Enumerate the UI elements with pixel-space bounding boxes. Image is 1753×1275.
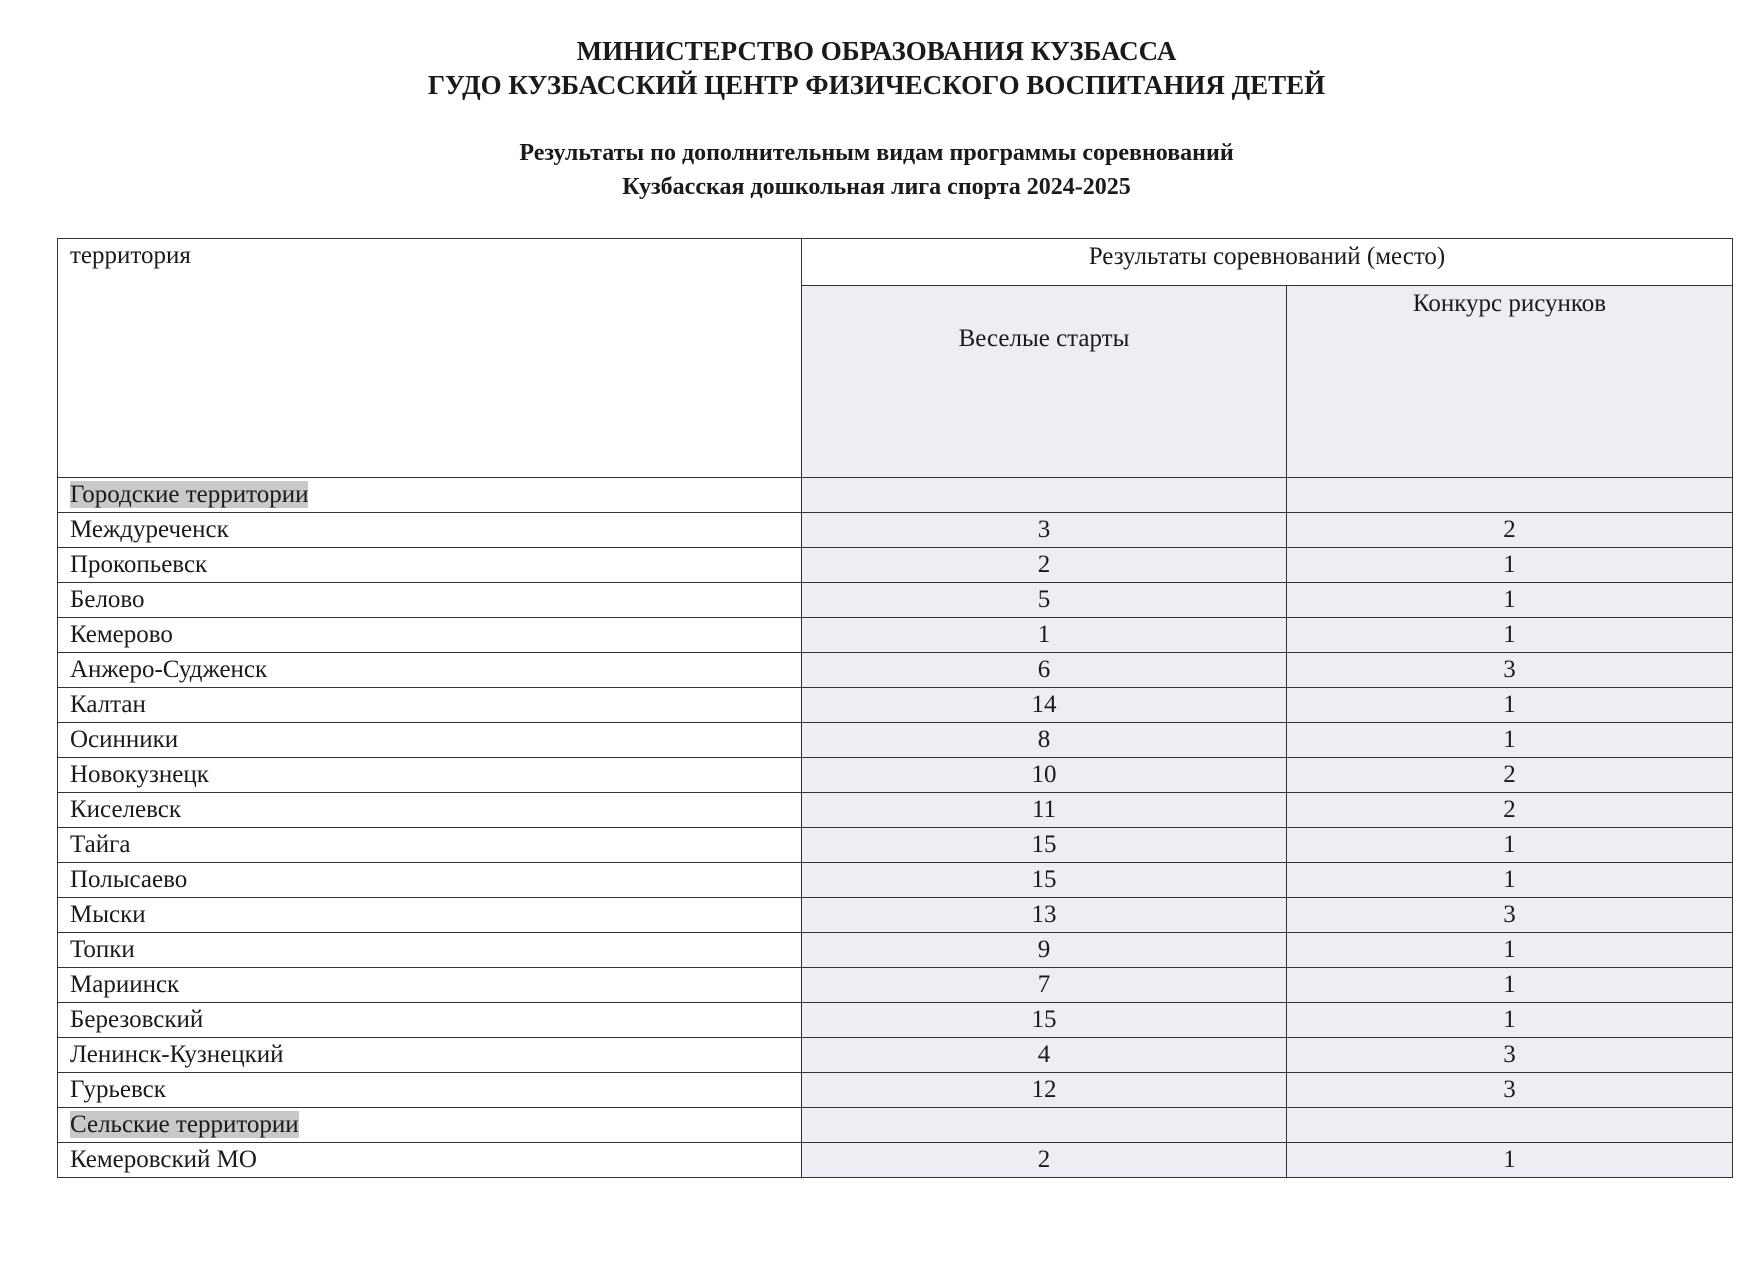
veselye-starty-cell: 2 [802,1143,1287,1178]
territory-name-cell: Кемеровский МО [58,1143,802,1178]
section-title: Городские территории [70,481,309,508]
results-title: Результаты по дополнительным видам программы соревнований [519,140,1234,166]
territory-name-cell: Калтан [58,688,802,723]
section-row [58,1108,1733,1143]
section-title-cell [58,1108,802,1143]
table-row [58,513,1733,548]
table-row [58,653,1733,688]
veselye-starty-cell: 7 [802,968,1287,1003]
section-title-cell [58,478,802,513]
table-row [58,618,1733,653]
veselye-starty-cell: 11 [802,793,1287,828]
veselye-starty-cell: 15 [802,828,1287,863]
territory-name-cell: Осинники [58,723,802,758]
konkurs-risunkov-cell: 1 [1287,1143,1733,1178]
table-row [58,1143,1733,1178]
section-title: Сельские территории [70,1111,299,1138]
veselye-starty-cell: 2 [802,548,1287,583]
territory-name-cell: Березовский [58,1003,802,1038]
table-row [58,548,1733,583]
empty-cell [802,478,1287,513]
veselye-starty-cell: 3 [802,513,1287,548]
veselye-starty-cell: 4 [802,1038,1287,1073]
veselye-starty-cell: 14 [802,688,1287,723]
document-header [0,0,1753,220]
territory-name-cell: Гурьевск [58,1073,802,1108]
konkurs-risunkov-cell: 1 [1287,723,1733,758]
veselye-starty-cell: 1 [802,618,1287,653]
territory-name-cell: Мыски [58,898,802,933]
konkurs-risunkov-header: Конкурс рисунков [1287,286,1733,478]
veselye-starty-cell: 15 [802,1003,1287,1038]
territory-name-cell: Новокузнецк [58,758,802,793]
konkurs-risunkov-cell: 1 [1287,618,1733,653]
territory-name-cell: Анжеро-Судженск [58,653,802,688]
table-row [58,828,1733,863]
table-row [58,863,1733,898]
veselye-starty-cell: 13 [802,898,1287,933]
territory-name-cell: Ленинск-Кузнецкий [58,1038,802,1073]
konkurs-risunkov-cell: 1 [1287,583,1733,618]
table-row [58,968,1733,1003]
konkurs-risunkov-cell: 2 [1287,513,1733,548]
results-column-header: Результаты соревнований (место) [802,239,1733,286]
konkurs-risunkov-cell: 3 [1287,1038,1733,1073]
table-row [58,898,1733,933]
territory-name-cell: Киселевск [58,793,802,828]
konkurs-risunkov-cell: 1 [1287,1003,1733,1038]
veselye-starty-cell: 9 [802,933,1287,968]
konkurs-risunkov-cell: 2 [1287,793,1733,828]
territory-name-cell: Белово [58,583,802,618]
konkurs-risunkov-cell: 1 [1287,968,1733,1003]
veselye-starty-cell: 10 [802,758,1287,793]
veselye-starty-cell: 5 [802,583,1287,618]
table-header-row [58,239,1733,286]
ministry-title: МИНИСТЕРСТВО ОБРАЗОВАНИЯ КУЗБАССА [576,36,1177,66]
konkurs-risunkov-cell: 1 [1287,828,1733,863]
territory-name-cell: Полысаево [58,863,802,898]
table-row [58,583,1733,618]
veselye-starty-cell: 8 [802,723,1287,758]
empty-cell [1287,478,1733,513]
empty-cell [802,1108,1287,1143]
territory-name-cell: Прокопьевск [58,548,802,583]
table-row [58,1003,1733,1038]
konkurs-risunkov-cell: 2 [1287,758,1733,793]
territory-name-cell: Междуреченск [58,513,802,548]
veselye-starty-cell: 6 [802,653,1287,688]
league-title: Кузбасская дошкольная лига спорта 2024-2025 [622,174,1131,200]
center-title: ГУДО КУЗБАССКИЙ ЦЕНТР ФИЗИЧЕСКОГО ВОСПИТАНИЯ ДЕТЕЙ [427,70,1326,100]
territory-name-cell: Мариинск [58,968,802,1003]
konkurs-risunkov-cell: 1 [1287,548,1733,583]
konkurs-risunkov-cell: 1 [1287,688,1733,723]
table-row [58,688,1733,723]
veselye-starty-header: Веселые старты [802,286,1287,478]
veselye-starty-cell: 15 [802,863,1287,898]
table-row [58,933,1733,968]
veselye-starty-cell: 12 [802,1073,1287,1108]
konkurs-risunkov-cell: 3 [1287,898,1733,933]
table-row [58,1038,1733,1073]
table-row [58,723,1733,758]
konkurs-risunkov-cell: 1 [1287,933,1733,968]
empty-cell [1287,1108,1733,1143]
table-row [58,793,1733,828]
table-row [58,1073,1733,1108]
konkurs-risunkov-cell: 3 [1287,653,1733,688]
results-table [57,238,1733,1178]
section-row [58,478,1733,513]
territory-name-cell: Топки [58,933,802,968]
territory-column-header: территория [58,239,802,478]
konkurs-risunkov-cell: 3 [1287,1073,1733,1108]
territory-name-cell: Тайга [58,828,802,863]
territory-name-cell: Кемерово [58,618,802,653]
konkurs-risunkov-cell: 1 [1287,863,1733,898]
table-row [58,758,1733,793]
